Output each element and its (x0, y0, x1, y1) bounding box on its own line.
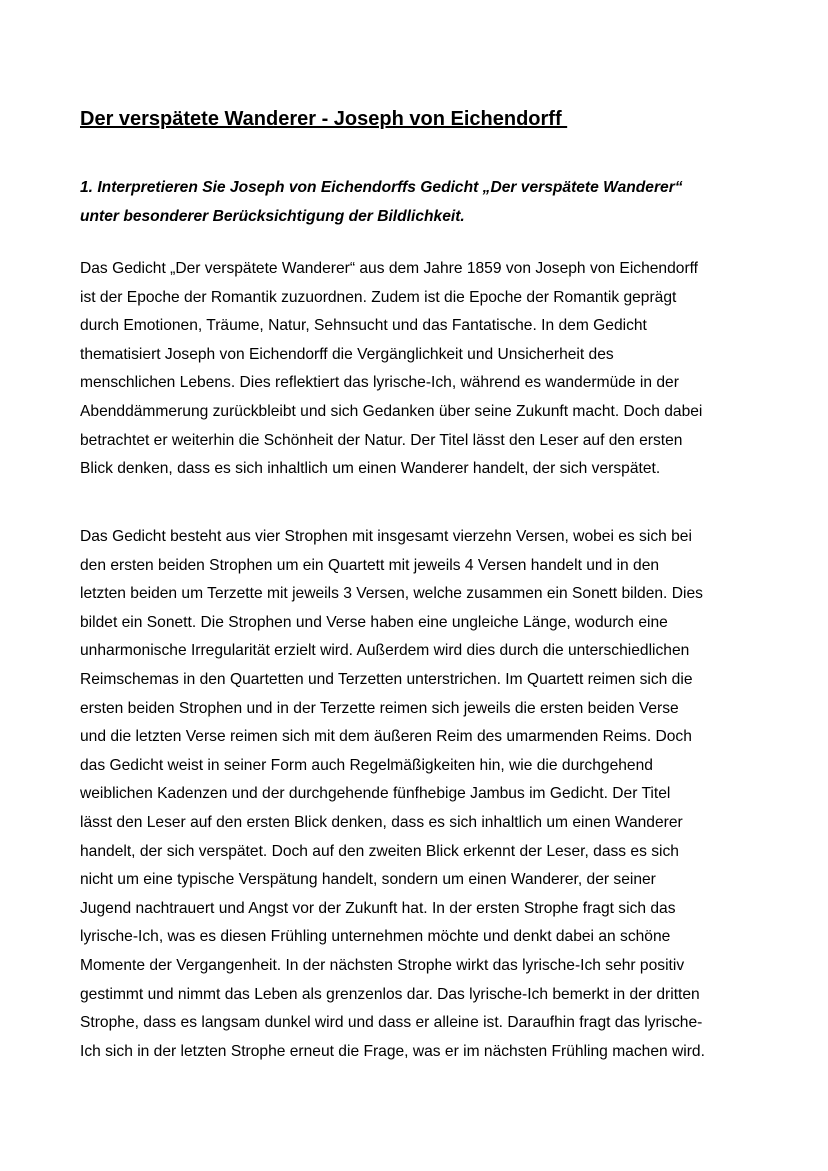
text-line: ist der Epoche der Romantik zuzuordnen. Zudem ist die Epoche der Romantik geprägt (80, 288, 677, 306)
document-title: Der verspätete Wanderer - Joseph von Eichendorff (80, 108, 568, 130)
text-line: handelt, der sich verspätet. Doch auf den zweiten Blick erkennt der Leser, dass es sich (80, 842, 679, 860)
text-line: Ich sich in der letzten Strophe erneut die Frage, was er im nächsten Frühling machen wird. (80, 1042, 705, 1060)
text-line: ersten beiden Strophen und in der Terzette reimen sich jeweils die ersten beiden Verse (80, 699, 679, 717)
text-line: durch Emotionen, Träume, Natur, Sehnsucht und das Fantatische. In dem Gedicht (80, 317, 647, 335)
text-line: Jugend nachtrauert und Angst vor der Zukunft hat. In der ersten Strophe fragt sich das (80, 899, 676, 917)
text-line: nicht um eine typische Verspätung handelt, sondern um einen Wanderer, der seiner (80, 871, 656, 889)
text-line: betrachtet er weiterhin die Schönheit der Natur. Der Titel lässt den Leser auf den ersten (80, 431, 683, 449)
text-line: und die letzten Verse reimen sich mit dem äußeren Reim des umarmenden Reims. Doch (80, 728, 692, 746)
text-line: bildet ein Sonett. Die Strophen und Verse haben eine ungleiche Länge, wodurch eine (80, 613, 668, 631)
paragraph-analysis (80, 523, 770, 1066)
text-line: Das Gedicht „Der verspätete Wanderer“ aus dem Jahre 1859 von Joseph von Eichendorff (80, 260, 699, 277)
text-line: das Gedicht weist in seiner Form auch Regelmäßigkeiten hin, wie die durchgehend (80, 756, 653, 774)
task-line: unter besonderer Berücksichtigung der Bildlichkeit. (80, 208, 465, 225)
text-line: den ersten beiden Strophen um ein Quartett mit jeweils 4 Versen handelt und in den (80, 556, 660, 574)
text-line: weiblichen Kadenzen und der durchgehende fünfhebige Jambus im Gedicht. Der Titel (80, 785, 671, 803)
text-line: menschlichen Lebens. Dies reflektiert das lyrische-Ich, während es wandermüde in der (80, 374, 679, 392)
text-line: letzten beiden um Terzette mit jeweils 3 Versen, welche zusammen ein Sonett bilden. Dies (80, 585, 703, 603)
text-line: Momente der Vergangenheit. In der nächsten Strophe wirkt das lyrische-Ich sehr positiv (80, 956, 685, 974)
text-line: Das Gedicht besteht aus vier Strophen mit insgesamt vierzehn Versen, wobei es sich bei (80, 528, 692, 545)
task-line: 1. Interpretieren Sie Joseph von Eichendorffs Gedicht „Der verspätete Wanderer“ (80, 179, 683, 196)
text-line: Abenddämmerung zurückbleibt und sich Gedanken über seine Zukunft macht. Doch dabei (80, 402, 703, 420)
text-line: thematisiert Joseph von Eichendorff die Vergänglichkeit und Unsicherheit des (80, 345, 614, 363)
text-line: Blick denken, dass es sich inhaltlich um einen Wanderer handelt, der sich verspätet. (80, 460, 661, 478)
text-line: Reimschemas in den Quartetten und Terzetten unterstrichen. Im Quartett reimen sich die (80, 670, 693, 688)
paragraph-introduction (80, 255, 770, 484)
text-line: gestimmt und nimmt das Leben als grenzenlos dar. Das lyrische-Ich bemerkt in der dritten (80, 985, 700, 1003)
text-line: lässt den Leser auf den ersten Blick denken, dass es sich inhaltlich um einen Wanderer (80, 813, 683, 831)
text-line: lyrische-Ich, was es diesen Frühling unternehmen möchte und denkt dabei an schöne (80, 928, 671, 946)
text-line: Strophe, dass es langsam dunkel wird und dass er alleine ist. Daraufhin fragt das lyrische- (80, 1014, 703, 1032)
task-heading (80, 173, 760, 231)
text-line: unharmonische Irregularität erzielt wird. Außerdem wird dies durch die unterschiedlichen (80, 642, 690, 660)
